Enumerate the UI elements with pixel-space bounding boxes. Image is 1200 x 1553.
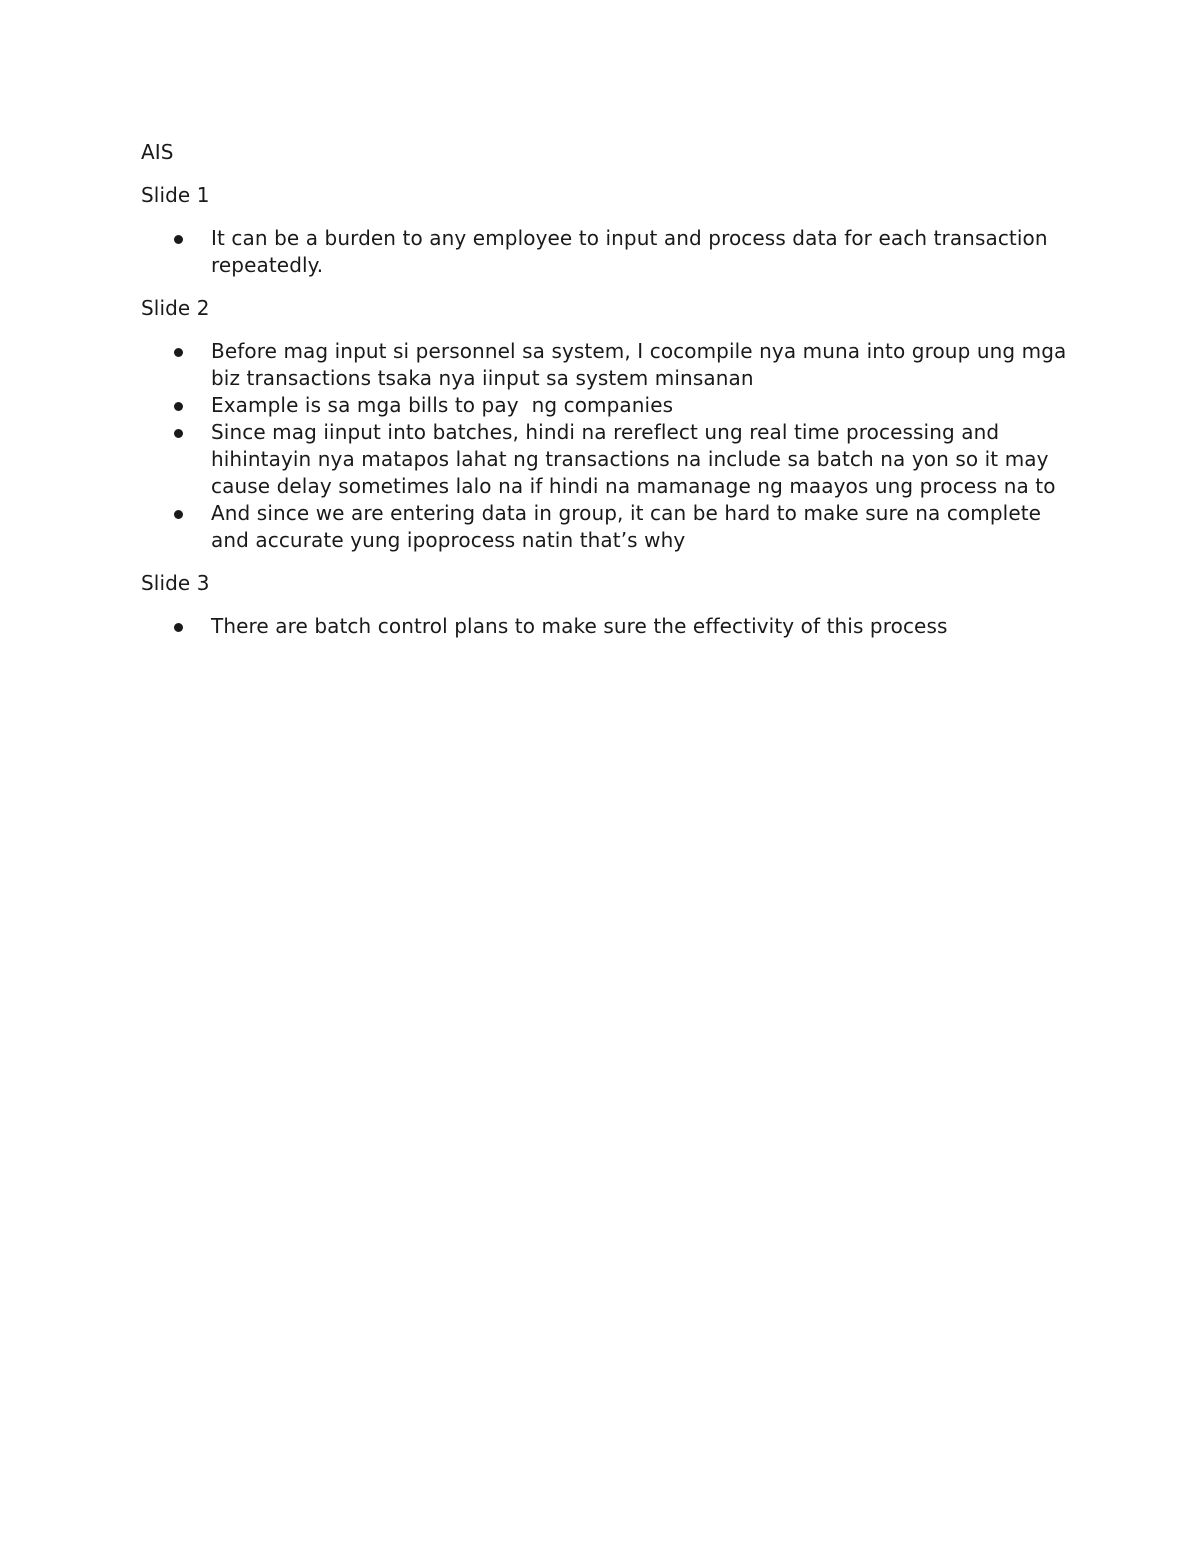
list-item bbox=[141, 225, 1081, 279]
bullet-icon bbox=[174, 348, 183, 357]
bullet-icon bbox=[174, 510, 183, 519]
document-title: AIS bbox=[141, 140, 174, 164]
list-item-text: It can be a burden to any employee to input and process data for each transaction repeatedly. bbox=[211, 226, 1048, 277]
list-item-text: There are batch control plans to make sure the effectivity of this process bbox=[211, 614, 948, 638]
slide-heading-3: Slide 3 bbox=[141, 571, 210, 595]
list-item-text: And since we are entering data in group, it can be hard to make sure na complete and accurate yung ipoprocess natin that’s why bbox=[211, 501, 1042, 552]
bullet-icon bbox=[174, 235, 183, 244]
slide-heading-2: Slide 2 bbox=[141, 296, 210, 320]
document-body bbox=[141, 139, 1081, 656]
list-item bbox=[141, 613, 1081, 640]
slide-2-bullet-list bbox=[141, 338, 1081, 554]
list-item-text: Since mag iinput into batches, hindi na rereflect ung real time processing and hihintayin nya matapos lahat ng transactions na include sa batch na yon so it may cause delay sometimes lalo na if hindi na mamanage ng maayos ung process na to bbox=[211, 420, 1056, 498]
slide-heading-1: Slide 1 bbox=[141, 183, 210, 207]
list-item-text: Before mag input si personnel sa system, I cocompile nya muna into group ung mga biz transactions tsaka nya iinput sa system minsanan bbox=[211, 339, 1067, 390]
bullet-icon bbox=[174, 623, 183, 632]
list-item bbox=[141, 338, 1081, 392]
bullet-icon bbox=[174, 429, 183, 438]
list-item bbox=[141, 419, 1081, 500]
slide-1-bullet-list bbox=[141, 225, 1081, 279]
list-item bbox=[141, 500, 1081, 554]
list-item-text: Example is sa mga bills to pay ng companies bbox=[211, 393, 674, 417]
list-item bbox=[141, 392, 1081, 419]
slide-3-bullet-list bbox=[141, 613, 1081, 640]
bullet-icon bbox=[174, 402, 183, 411]
